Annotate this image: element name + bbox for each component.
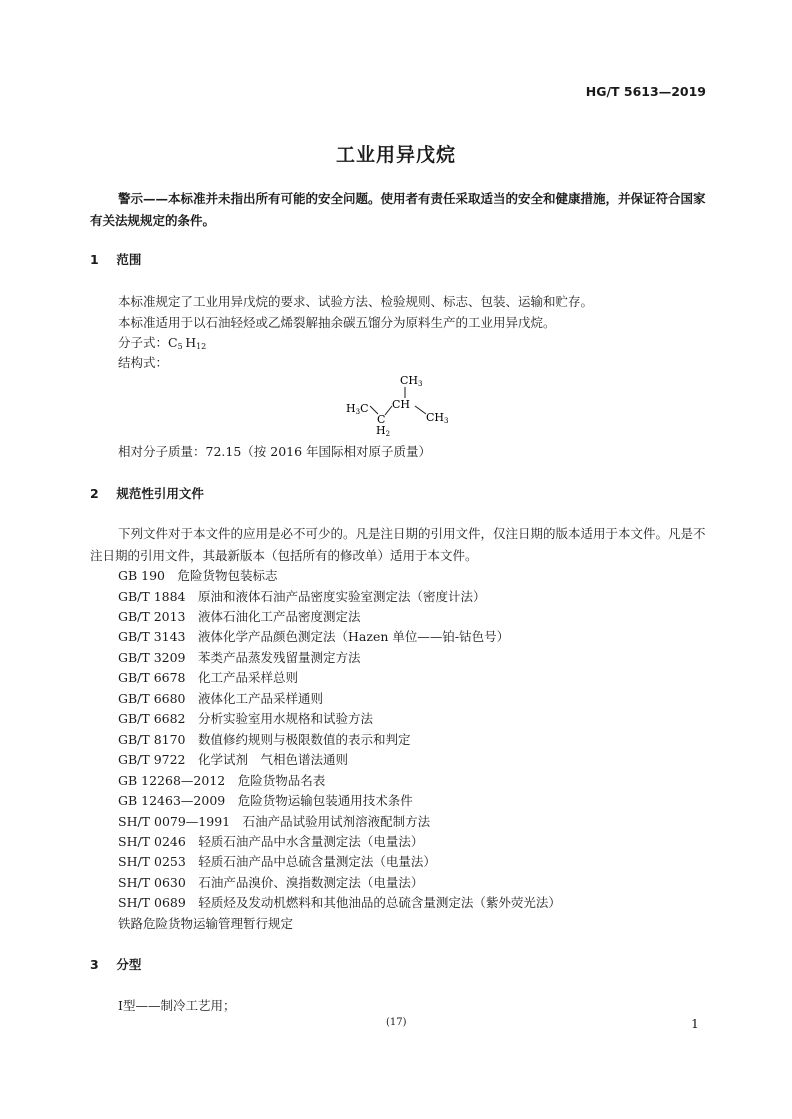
formula-h: H bbox=[185, 335, 197, 350]
struct-right-ch3: CH3 bbox=[426, 411, 449, 425]
molecular-mass: 相对分子质量：72.15（按 2016 年国际相对原子质量） bbox=[118, 444, 432, 459]
section-3-heading bbox=[90, 955, 141, 973]
reference-item: SH/T 0079—1991 石油产品试验用试剂溶液配制方法 bbox=[118, 814, 431, 829]
bond-middle bbox=[385, 406, 392, 415]
struct-left-h3c: H3C bbox=[346, 402, 369, 416]
page-title: 工业用异戊烷 bbox=[335, 144, 456, 166]
struct-top: CH bbox=[400, 374, 419, 387]
reference-item: SH/T 0253 轻质石油产品中总硫含量测定法（电量法） bbox=[118, 854, 436, 869]
section-3-number: 3 bbox=[90, 957, 99, 972]
reference-item: 铁路危险货物运输管理暂行规定 bbox=[118, 916, 294, 931]
formula-c-sub: 5 bbox=[177, 342, 183, 351]
section-1-number: 1 bbox=[90, 252, 99, 267]
reference-item: SH/T 0689 轻质烃及发动机燃料和其他油品的总硫含量测定法（紫外荧光法） bbox=[118, 895, 561, 910]
reference-item: GB/T 3143 液体化学产品颜色测定法（Hazen 单位——铂-钴色号） bbox=[118, 629, 510, 644]
footer-sequence: (17) bbox=[386, 1017, 407, 1028]
page-number: 1 bbox=[691, 1016, 699, 1031]
reference-item: GB/T 1884 原油和液体石油产品密度实验室测定法（密度计法） bbox=[118, 589, 486, 604]
reference-item: GB/T 6680 液体化工产品采样通则 bbox=[118, 691, 324, 706]
reference-item: SH/T 0246 轻质石油产品中水含量测定法（电量法） bbox=[118, 834, 424, 849]
struct-ch: CH bbox=[392, 398, 411, 411]
struct-top-ch3: CH3 bbox=[400, 374, 423, 388]
type-item-1: Ⅰ型——制冷工艺用； bbox=[118, 998, 236, 1013]
reference-item: GB 12463—2009 危险货物运输包装通用技术条件 bbox=[118, 793, 413, 808]
reference-item: GB/T 6682 分析实验室用水规格和试验方法 bbox=[118, 711, 374, 726]
scope-line-1: 本标准规定了工业用异戊烷的要求、试验方法、检验规则、标志、包装、运输和贮存。 bbox=[118, 294, 594, 309]
reference-item: GB/T 2013 液体石油化工产品密度测定法 bbox=[118, 609, 361, 624]
scope-line-2: 本标准适用于以石油轻烃或乙烯裂解抽余碳五馏分为原料生产的工业用异戊烷。 bbox=[118, 315, 556, 330]
standard-number: HG/T 5613—2019 bbox=[585, 84, 706, 99]
reference-item: GB/T 6678 化工产品采样总则 bbox=[118, 670, 299, 685]
section-1-heading bbox=[90, 250, 141, 268]
reference-item: GB/T 9722 化学试剂 气相色谱法通则 bbox=[118, 752, 349, 767]
bond-right bbox=[415, 406, 426, 414]
reference-item: GB/T 3209 苯类产品蒸发残留量测定方法 bbox=[118, 650, 361, 665]
reference-item: GB/T 8170 数值修约规则与极限数值的表示和判定 bbox=[118, 732, 411, 747]
section-1-title: 范围 bbox=[116, 252, 142, 267]
formula-c: C bbox=[168, 335, 178, 350]
formula-h-sub: 12 bbox=[196, 342, 207, 351]
section-2-number: 2 bbox=[90, 486, 99, 501]
reference-item: SH/T 0630 石油产品溴价、溴指数测定法（电量法） bbox=[118, 875, 424, 890]
section-2-heading bbox=[90, 484, 204, 502]
struct-middle-c: C bbox=[377, 413, 386, 426]
reference-item: GB 190 危险货物包装标志 bbox=[118, 568, 278, 583]
struct-bottom-h2: H2 bbox=[376, 424, 391, 438]
warning-paragraph: 警示——本标准并未指出所有可能的安全问题。使用者有责任采取适当的安全和健康措施，并保证符合国家有关法规规定的条件。 bbox=[90, 191, 706, 228]
references-intro: 下列文件对于本文件的应用是必不可少的。凡是注日期的引用文件，仅注日期的版本适用于本文件。凡是不注日期的引用文件，其最新版本（包括所有的修改单）适用于本文件。 bbox=[90, 526, 706, 563]
molecular-formula bbox=[118, 333, 206, 351]
section-2-title: 规范性引用文件 bbox=[116, 486, 204, 501]
structural-formula bbox=[330, 368, 470, 438]
structure-label: 结构式： bbox=[118, 355, 169, 370]
formula-label: 分子式： bbox=[118, 335, 169, 350]
section-3-title: 分型 bbox=[116, 957, 142, 972]
reference-item: GB 12268—2012 危险货物品名表 bbox=[118, 773, 326, 788]
